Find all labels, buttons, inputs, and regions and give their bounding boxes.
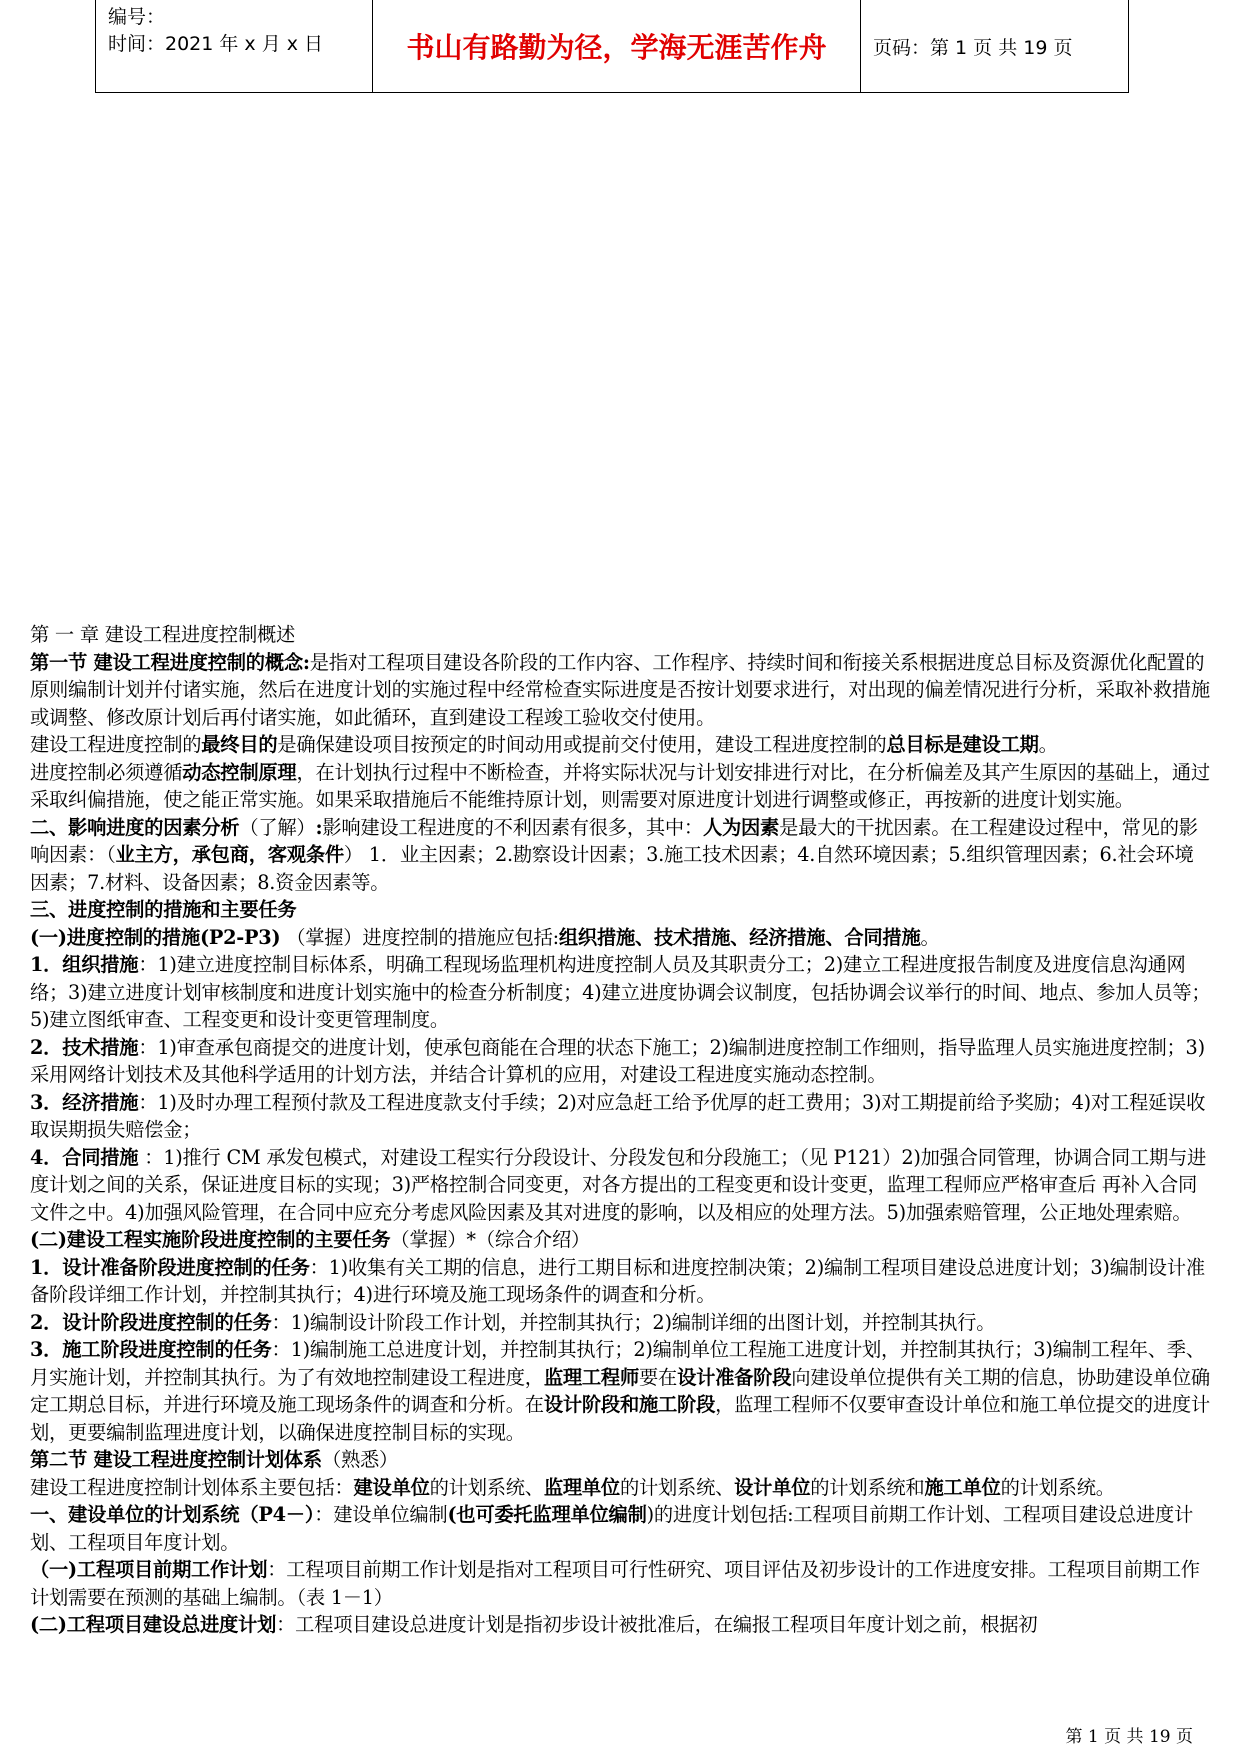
section-heading: (二)建设工程实施阶段进度控制的主要任务 (30, 1228, 391, 1251)
section-heading: 第一节 建设工程进度控制的概念: (30, 650, 310, 674)
paragraph-text: ：1)审查承包商提交的进度计划，使承包商能在合理的状态下施工；2)编制进度控制工作细则，指导监理人员实施进度控制；3)采用网络计划技术及其他科学适用的计划方法，并结合计算机的应用，对建设工程进度实施动态控制。 (30, 1035, 1205, 1086)
chapter-title: 第 一 章 建设工程进度控制概述 (30, 623, 296, 646)
paragraph-text: 建设工程进度控制计划体系主要包括： (30, 1475, 354, 1499)
paragraph-text: 的计划系统。 (1000, 1475, 1115, 1499)
bold-term: 3．经济措施 (30, 1090, 139, 1114)
bold-term: : (315, 815, 323, 839)
paragraph-text: ） 1．业主因素；2.勘察设计因素；3.施工技术因素；4.自然环境因素；5.组织管理因素；6.社会环境因素；7.材料、设备因素；8.资金因素等。 (30, 843, 1194, 894)
bold-term: 2．设计阶段进度控制的任务 (30, 1310, 272, 1334)
paragraph (30, 1501, 1212, 1556)
paragraph-text: （熟悉） (321, 1448, 399, 1471)
paragraph-text: （掌握）进度控制的措施应包括: (280, 925, 559, 949)
section-heading: 一、建设单位的计划系统（P4－） (30, 1503, 315, 1526)
paragraph-text: 的计划系统和 (810, 1475, 925, 1499)
bold-term: 总目标是建设工期 (886, 733, 1039, 756)
paragraph (30, 649, 1212, 732)
header-left-cell (96, 0, 373, 93)
paragraph-text: 的计划系统、 (429, 1475, 544, 1499)
paragraph-text: ：建设单位编制 (314, 1503, 448, 1526)
paragraph (30, 951, 1212, 1034)
bold-term: 动态控制原理 (182, 760, 297, 784)
bold-term: 组织措施、技术措施、经济措施、合同措施 (558, 925, 921, 949)
paragraph (30, 1446, 1212, 1474)
bold-term: 建设单位 (353, 1475, 430, 1499)
section-heading: 第二节 建设工程进度控制计划体系 (30, 1448, 322, 1471)
paragraph (30, 1556, 1212, 1611)
bold-term: 2．技术措施 (30, 1035, 139, 1059)
paragraph-text: ：工程项目前期工作计划是指对工程项目可行性研究、项目评估及初步设计的工作进度安排。工程项目前期工作计划需要在预测的基础上编制。（表 1－1） (30, 1558, 1200, 1609)
paragraph-text: ：1)编制施工总进度计划，并控制其执行；2)编制单位工程施工进度计划，并控制其执行；3)编制工程年、季、月实施计划，并控制其执行。为了有效地控制建设工程进度， (30, 1338, 1205, 1389)
bold-term: 最终目的 (201, 733, 278, 756)
paragraph (30, 731, 1212, 759)
paragraph-text: 。 (920, 925, 940, 949)
paragraph-text: 进度控制必须遵循 (30, 760, 183, 784)
document-body (30, 621, 1212, 1639)
paragraph-text: ，监理工程师不仅要审查设计单位和施工单位提交的进度计划，更要编制监理进度计划，以确保进度控制目标的实现。 (30, 1393, 1210, 1444)
paragraph-text: )的进度计划包括:工程项目前期工作计划、工程项目建设总进度计划、工程项目年度计划。 (30, 1503, 1194, 1554)
paragraph-text: ：1)收集有关工期的信息，进行工期目标和进度控制决策；2)编制工程项目建设总进度计划；3)编制设计准备阶段详细工作计划，并控制其执行；4)进行环境及施工现场条件的调查和分析。 (30, 1255, 1205, 1306)
paragraph (30, 1336, 1212, 1446)
paragraph-text: （掌握）*（综合介绍） (390, 1228, 591, 1251)
paragraph (30, 1254, 1212, 1309)
paragraph-text: ：1)编制设计阶段工作计划，并控制其执行；2)编制详细的出图计划，并控制其执行。 (271, 1310, 996, 1334)
paragraph-text: 影响建设工程进度的不利因素有很多，其中： (322, 815, 703, 839)
paragraph (30, 1226, 1212, 1254)
footer-page-number: 第 1 页 共 19 页 (1065, 1727, 1193, 1747)
bold-term: 设计阶段和施工阶段 (543, 1393, 716, 1416)
paragraph-text: 是确保建设项目按预定的时间动用或提前交付使用，建设工程进度控制的 (277, 733, 887, 756)
paragraph-text: ：1)推行 CM 承发包模式，对建设工程实行分段设计、分段发包和分段施工；（见 P121）2)加强合同管理，协调合同工期与进度计划之间的关系，保证进度目标的实现；3)严格控制合同变更，对各方提出的工程变更和设计变更，监理工程师应严格审查后 再补入合同文件之中。4)加强风险管理，在合同中应充分考虑风险因素及其对进度的影响，以及相应的处理方法。5)加强索赔管理，公正地处理索赔。 (30, 1145, 1207, 1224)
document-number-label: 编号： (108, 6, 166, 28)
bold-term: 设计单位 (734, 1475, 811, 1499)
paragraph-text: 要在 (639, 1365, 678, 1389)
bold-term: 1．组织措施 (30, 953, 139, 976)
paragraph (30, 924, 1212, 952)
paragraph (30, 1144, 1212, 1227)
bold-term: 3．施工阶段进度控制的任务 (30, 1338, 272, 1361)
paragraph (30, 896, 1212, 924)
paragraph-text: （了解） (239, 815, 316, 839)
header-table (95, 0, 1129, 93)
paragraph (30, 1474, 1212, 1502)
paragraph (30, 1034, 1212, 1089)
bold-term: 1．设计准备阶段进度控制的任务 (30, 1255, 310, 1279)
bold-term: 监理工程师 (543, 1365, 639, 1389)
paragraph (30, 1611, 1212, 1639)
paragraph-text: 是指对工程项目建设各阶段的工作内容、工作程序、持续时间和衔接关系根据进度总目标及资源优化配置的原则编制计划并付诸实施，然后在进度计划的实施过程中经常检查实际进度是否按计划要求进行，对出现的偏差情况进行分析，采取补救措施或调整、修改原计划后再付诸实施，如此循环，直到建设工程竣工验收交付使用。 (30, 650, 1210, 729)
header-page-label: 页码：第 1 页 共 19 页 (861, 0, 1129, 93)
section-heading: 二、影响进度的因素分析 (30, 815, 240, 839)
paragraph-text: ：1)建立进度控制目标体系，明确工程现场监理机构进度控制人员及其职责分工；2)建立工程进度报告制度及进度信息沟通网络；3)建立进度计划审核制度和进度计划实施中的检查分析制度；4)建立进度协调会议制度，包括协调会议举行的时间、地点、参加人员等；5)建立图纸审查、工程变更和设计变更管理制度。 (30, 953, 1211, 1031)
paragraph-text: ，在计划执行过程中不断检查，并将实际状况与计划安排进行对比，在分析偏差及其产生原因的基础上，通过采取纠偏措施，使之能正常实施。如果采取措施后不能维持原计划，则需要对原进度计划进行调整或修正，再按新的进度计划实施。 (30, 760, 1210, 811)
bold-term: 人为因素 (702, 815, 780, 839)
bold-term: 监理单位 (543, 1475, 620, 1499)
paragraph (30, 759, 1212, 814)
document-time-label: 时间：2021 年 x 月 x 日 (108, 33, 324, 55)
section-heading: 三、进度控制的措施和主要任务 (30, 898, 297, 921)
header-motto: 书山有路勤为径，学海无涯苦作舟 (373, 0, 861, 93)
paragraph-text: 的计划系统、 (619, 1475, 735, 1499)
paragraph-text: ：1)及时办理工程预付款及工程进度款支付手续；2)对应急赶工给予优厚的赶工费用；3)对工期提前给予奖励；4)对工程延误收取误期损失赔偿金； (30, 1090, 1206, 1141)
bold-term: 4．合同措施 (30, 1145, 139, 1169)
bold-term: 设计准备阶段 (677, 1365, 792, 1389)
bold-term: 施工单位 (924, 1475, 1001, 1499)
bold-term: (也可委托监理单位编制 (447, 1503, 647, 1526)
paragraph-text: 向建设单位提供有关工期的信息，协助建设单位确定工期总目标，并进行环境及施工现场条件的调查和分析。在 (30, 1365, 1210, 1416)
paragraph (30, 1089, 1212, 1144)
paragraph (30, 1309, 1212, 1337)
section-heading: (二)工程项目建设总进度计划 (30, 1613, 277, 1636)
paragraph-text: ：工程项目建设总进度计划是指初步设计被批准后，在编报工程项目年度计划之前，根据初 (276, 1613, 1038, 1636)
paragraph (30, 814, 1212, 897)
section-heading: (一)进度控制的措施(P2-P3) (30, 925, 281, 949)
paragraph-text: 建设工程进度控制的 (30, 733, 202, 756)
paragraph-text: 是最大的干扰因素。在工程建设过程中，常见的影响因素：（ (30, 815, 1198, 866)
section-heading: （一)工程项目前期工作计划 (30, 1558, 268, 1581)
paragraph-text: 。 (1038, 733, 1058, 756)
bold-term: 业主方，承包商，客观条件 (115, 843, 344, 866)
